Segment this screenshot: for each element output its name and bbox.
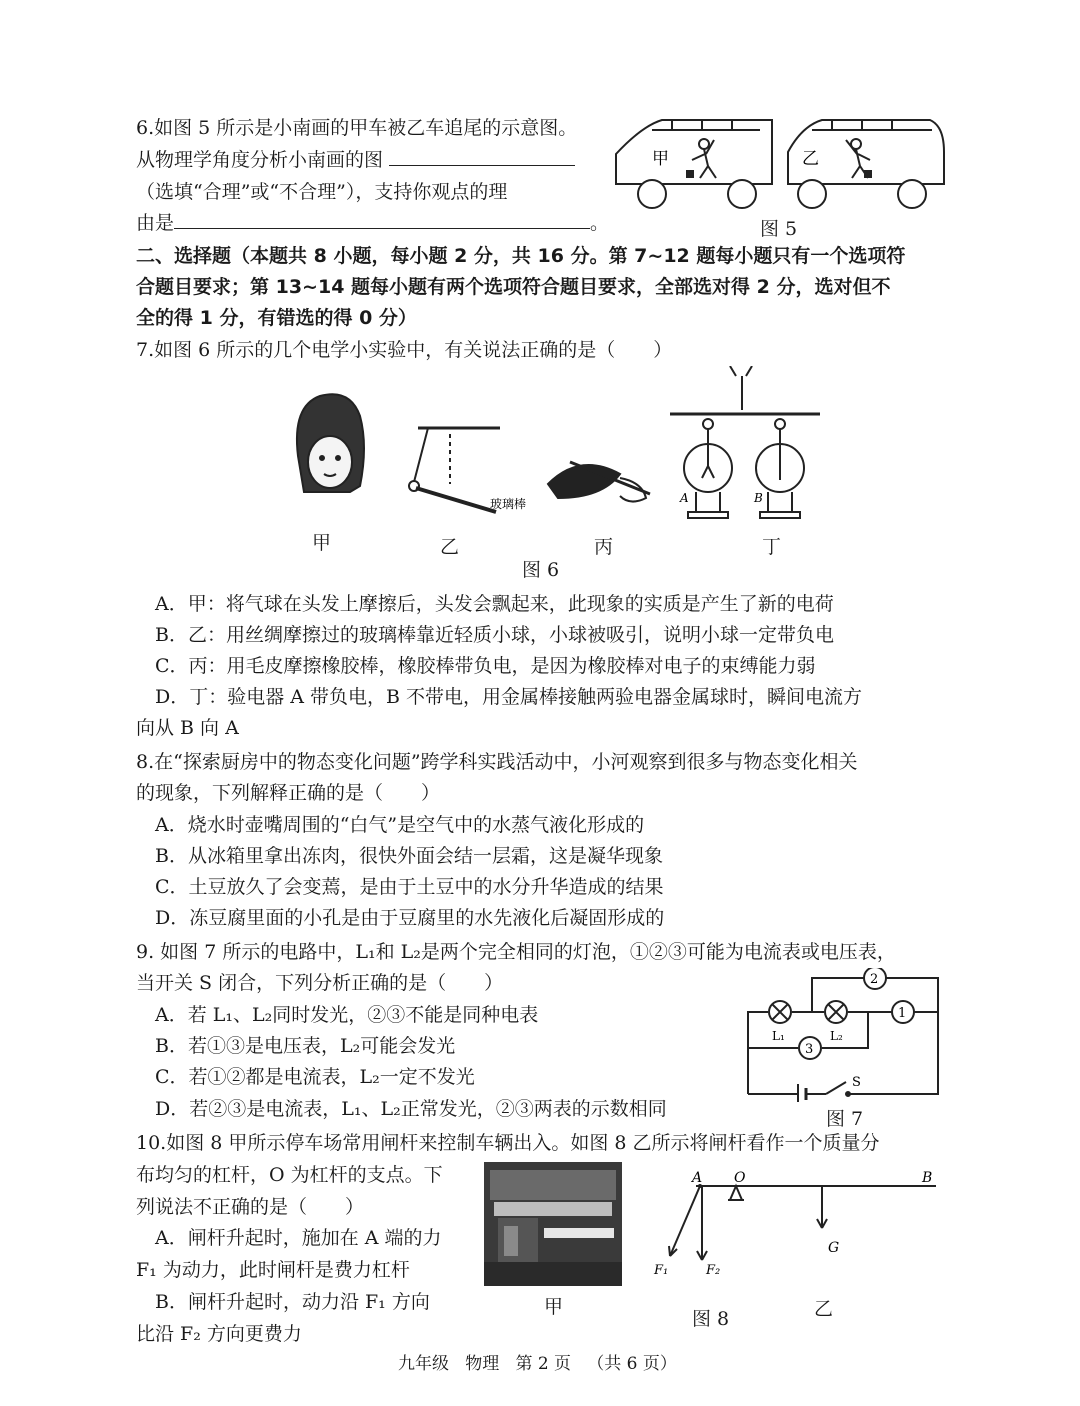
- section2-line1: 二、选择题（本题共 8 小题，每小题 2 分，共 16 分。第 7~12 题每小题只有一个选项符: [136, 245, 906, 267]
- fig8-label-yi: 乙: [814, 1298, 834, 1320]
- switch-label: S: [852, 1075, 861, 1090]
- q9-option-b[interactable]: B．若①③是电压表，L₂可能会发光: [155, 1035, 456, 1057]
- q10-option-b-cont: 比沿 F₂ 方向更费力: [136, 1323, 302, 1345]
- q10-line1: 10.如图 8 甲所示停车场常用闸杆来控制车辆出入。如图 8 乙所示将闸杆看作一个质量分: [136, 1132, 880, 1154]
- meter-2-label: 2: [870, 972, 879, 987]
- q8-option-b[interactable]: B．从冰箱里拿出冻肉，很快外面会结一层霜，这是凝华现象: [155, 845, 663, 867]
- meter-3-label: 3: [805, 1042, 814, 1057]
- section2-line2: 合题目要求；第 13~14 题每小题有两个选项符合题目要求，全部选对得 2 分，选对但不: [136, 276, 891, 298]
- q7-option-b[interactable]: B．乙：用丝绸摩擦过的玻璃棒靠近轻质小球，小球被吸引，说明小球一定带负电: [155, 624, 834, 646]
- q7-option-d[interactable]: D．丁：验电器 A 带负电，B 不带电，用金属棒接触两验电器金属球时，瞬间电流方: [155, 686, 863, 708]
- rubbing-rod-figure: [548, 462, 650, 502]
- point-a-label: A: [692, 1170, 703, 1186]
- q9-option-a[interactable]: A．若 L₁、L₂同时发光，②③不能是同种电表: [155, 1004, 539, 1026]
- car-jia-label: 甲: [652, 149, 669, 169]
- q6-line4-post: 。: [590, 212, 610, 234]
- girl-face-figure: [297, 394, 364, 492]
- electroscopes-figure: [670, 366, 820, 518]
- fig6-label-jia: 甲: [312, 532, 332, 554]
- q7-option-d-cont: 向从 B 向 A: [136, 717, 239, 739]
- q6-line4: [136, 212, 609, 235]
- q6-answer-blank-2[interactable]: [174, 228, 590, 229]
- figure-8-lever: [650, 1166, 940, 1286]
- q10-line2: 布均匀的杠杆，O 为杠杆的支点。下: [136, 1164, 443, 1186]
- q10-option-a-cont: F₁ 为动力，此时闸杆是费力杠杆: [136, 1259, 410, 1281]
- force-g-label: G: [828, 1240, 840, 1256]
- q7-stem: 7.如图 6 所示的几个电学小实验中，有关说法正确的是（ ）: [136, 339, 673, 361]
- q6-line3: （选填“合理”或“不合理”），支持你观点的理: [136, 181, 508, 203]
- footer-subject: 物理: [465, 1354, 500, 1374]
- footer-total: （共 6 页）: [587, 1354, 677, 1374]
- fig6-label-bing: 丙: [594, 536, 614, 558]
- q8-line1: 8.在“探索厨房中的物态变化问题”跨学科实践活动中，小河观察到很多与物态变化相关: [136, 751, 858, 773]
- fig6-label-yi: 乙: [440, 536, 460, 558]
- point-b-label: B: [922, 1170, 933, 1186]
- q10-line3: 列说法不正确的是（ ）: [136, 1196, 365, 1218]
- car-yi-label: 乙: [802, 149, 819, 169]
- q6-line2: [136, 149, 575, 172]
- electroscope-a-label: A: [680, 491, 689, 505]
- electroscope-b-label: B: [754, 491, 763, 505]
- q10-option-b[interactable]: B．闸杆升起时，动力沿 F₁ 方向: [155, 1291, 430, 1313]
- lamp-l2-label: L₂: [830, 1029, 843, 1043]
- q6-line1: 6.如图 5 所示是小南画的甲车被乙车追尾的示意图。: [136, 117, 578, 139]
- fig6-label-ding: 丁: [762, 536, 782, 558]
- q7-option-a[interactable]: A．甲：将气球在头发上摩擦后，头发会飘起来，此现象的实质是产生了新的电荷: [155, 593, 834, 615]
- q9-option-c[interactable]: C．若①②都是电流表，L₂一定不发光: [155, 1066, 475, 1088]
- lamp-l1-label: L₁: [772, 1029, 785, 1043]
- footer-grade: 九年级: [398, 1354, 449, 1374]
- point-o-label: O: [734, 1170, 746, 1186]
- q9-option-d[interactable]: D．若②③是电流表，L₁、L₂正常发光，②③两表的示数相同: [155, 1098, 667, 1120]
- figure-7-circuit: [742, 968, 942, 1102]
- q8-line2: 的现象，下列解释正确的是（ ）: [136, 782, 441, 804]
- fig8-caption: 图 8: [692, 1308, 730, 1330]
- q9-line2: 当开关 S 闭合，下列分析正确的是（ ）: [136, 972, 504, 994]
- q9-line1: 9. 如图 7 所示的电路中，L₁和 L₂是两个完全相同的灯泡，①②③可能为电流表或电压表，: [136, 941, 896, 963]
- force-f2-label: F₂: [706, 1263, 721, 1278]
- q8-option-d[interactable]: D．冻豆腐里面的小孔是由于豆腐里的水先液化后凝固形成的: [155, 907, 665, 929]
- q6-answer-blank-1[interactable]: [389, 165, 575, 166]
- fig8-label-jia: 甲: [544, 1296, 564, 1318]
- figure-5-cars: [612, 112, 948, 220]
- glass-rod-label: 玻璃棒: [490, 497, 527, 511]
- meter-1-label: 1: [898, 1006, 907, 1021]
- pendulum-figure: [409, 428, 500, 512]
- q6-line4-pre: 由是: [136, 212, 175, 234]
- fig5-caption: 图 5: [760, 218, 798, 240]
- q8-option-a[interactable]: A．烧水时壶嘴周围的“白气”是空气中的水蒸气液化形成的: [155, 814, 645, 836]
- fig7-caption: 图 7: [826, 1108, 864, 1130]
- figure-6-experiments: [290, 366, 820, 526]
- q7-option-c[interactable]: C．丙：用毛皮摩擦橡胶棒，橡胶棒带负电，是因为橡胶棒对电子的束缚能力弱: [155, 655, 816, 677]
- page-footer: [398, 1354, 677, 1374]
- footer-page: 第 2 页: [515, 1354, 572, 1374]
- force-f1-label: F₁: [654, 1263, 669, 1278]
- section2-line3: 全的得 1 分，有错选的得 0 分）: [136, 307, 417, 329]
- q6-line2-text: 从物理学角度分析小南画的图: [136, 149, 384, 171]
- q10-option-a[interactable]: A．闸杆升起时，施加在 A 端的力: [155, 1227, 442, 1249]
- q8-option-c[interactable]: C．土豆放久了会变蔫，是由于土豆中的水分升华造成的结果: [155, 876, 664, 898]
- figure-8-photo: [484, 1162, 622, 1286]
- fig6-caption: 图 6: [522, 559, 560, 581]
